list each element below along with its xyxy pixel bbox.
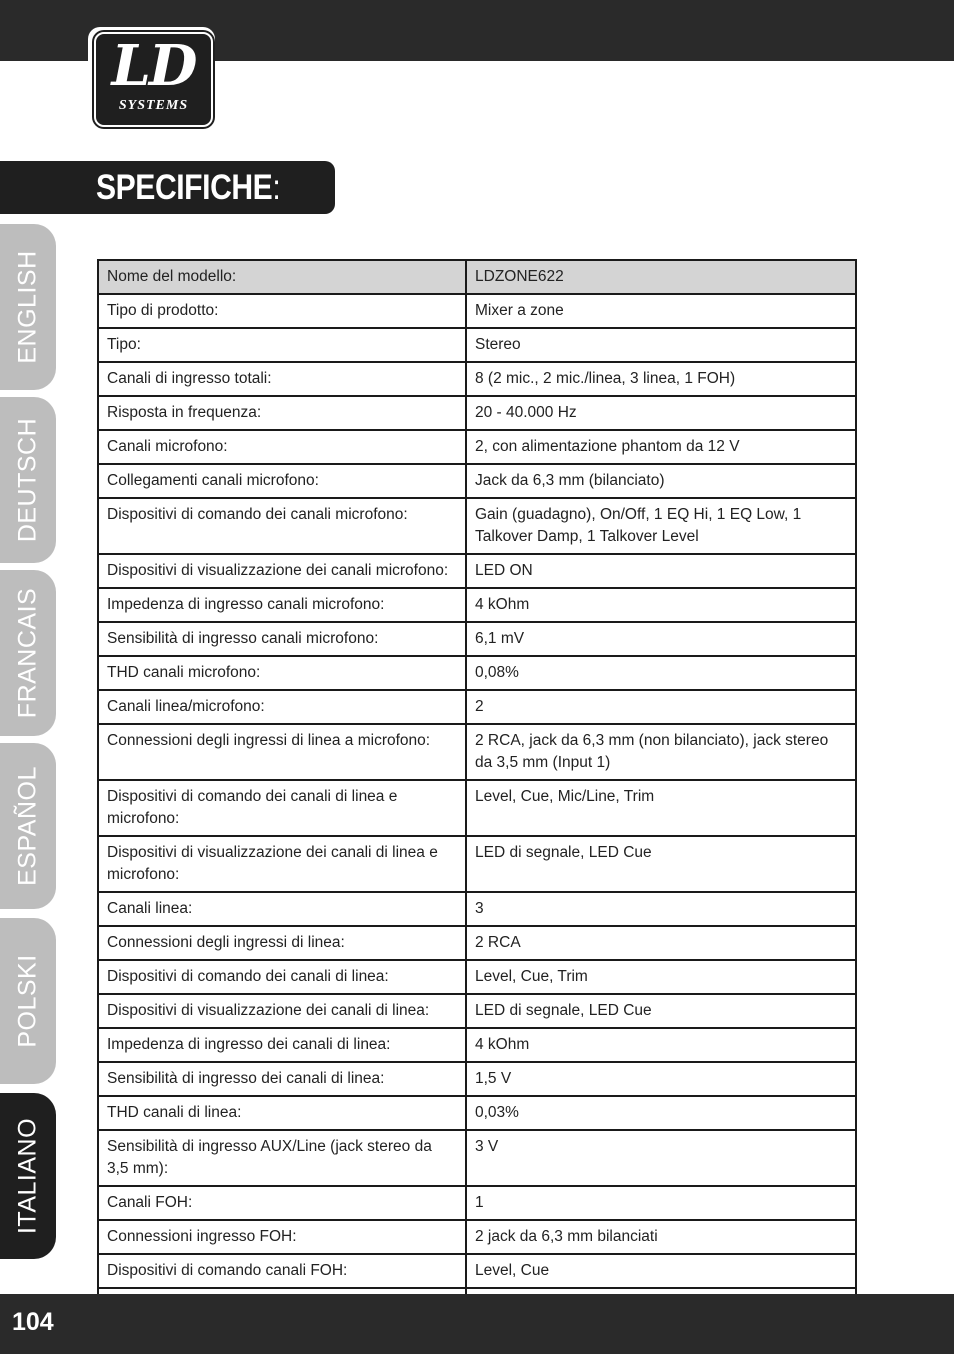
spec-value: Jack da 6,3 mm (bilanciato)	[466, 464, 856, 498]
tab-deutsch[interactable]	[0, 397, 56, 563]
spec-label: Sensibilità di ingresso AUX/Line (jack stereo da 3,5 mm):	[98, 1130, 466, 1186]
spec-label: Nome del modello:	[98, 260, 466, 294]
spec-label: Sensibilità di ingresso dei canali di linea:	[98, 1062, 466, 1096]
table-row	[98, 328, 856, 362]
tab-italiano[interactable]	[0, 1093, 56, 1259]
page-number: 104	[12, 1308, 54, 1336]
spec-label: Connessioni ingresso FOH:	[98, 1220, 466, 1254]
table-row	[98, 1062, 856, 1096]
title-text: SPECIFICHE	[96, 168, 273, 207]
spec-value: 20 - 40.000 Hz	[466, 396, 856, 430]
spec-value: 2 RCA	[466, 926, 856, 960]
table-row	[98, 656, 856, 690]
table-row	[98, 1254, 856, 1288]
page-title	[96, 168, 280, 208]
table-row	[98, 1186, 856, 1220]
spec-label: Dispositivi di comando dei canali microfono:	[98, 498, 466, 554]
table-row	[98, 260, 856, 294]
spec-label: Canali FOH:	[98, 1186, 466, 1220]
spec-label: Dispositivi di comando dei canali di linea e microfono:	[98, 780, 466, 836]
tab-label: ENGLISH	[13, 250, 42, 364]
spec-value: 2 RCA, jack da 6,3 mm (non bilanciato), jack stereo da 3,5 mm (Input 1)	[466, 724, 856, 780]
table-row	[98, 1096, 856, 1130]
table-row	[98, 554, 856, 588]
table-row	[98, 836, 856, 892]
table-row	[98, 294, 856, 328]
spec-value: LED di segnale, LED Cue	[466, 994, 856, 1028]
spec-label: Dispositivi di visualizzazione dei canali di linea:	[98, 994, 466, 1028]
spec-value: 2	[466, 690, 856, 724]
spec-label: Sensibilità di ingresso canali microfono:	[98, 622, 466, 656]
table-row	[98, 430, 856, 464]
spec-value: LED di segnale, LED Cue	[466, 836, 856, 892]
spec-table	[97, 259, 857, 1323]
logo-text: LD	[111, 33, 196, 99]
table-row	[98, 464, 856, 498]
table-row	[98, 362, 856, 396]
table-row	[98, 588, 856, 622]
table-row	[98, 780, 856, 836]
spec-label: Collegamenti canali microfono:	[98, 464, 466, 498]
tab-polski[interactable]	[0, 918, 56, 1084]
spec-label: Canali di ingresso totali:	[98, 362, 466, 396]
tab-francais[interactable]	[0, 570, 56, 736]
brand-logo	[88, 27, 215, 128]
tab-label: ESPAÑOL	[13, 766, 42, 886]
spec-value: 3	[466, 892, 856, 926]
spec-value: 2, con alimentazione phantom da 12 V	[466, 430, 856, 464]
spec-value: 2 jack da 6,3 mm bilanciati	[466, 1220, 856, 1254]
spec-value: 3 V	[466, 1130, 856, 1186]
logo-badge	[94, 32, 213, 127]
spec-label: Canali linea/microfono:	[98, 690, 466, 724]
spec-label: Dispositivi di visualizzazione dei canali microfono:	[98, 554, 466, 588]
spec-label: Tipo:	[98, 328, 466, 362]
spec-label: THD canali di linea:	[98, 1096, 466, 1130]
spec-value: Gain (guadagno), On/Off, 1 EQ Hi, 1 EQ Low, 1 Talkover Damp, 1 Talkover Level	[466, 498, 856, 554]
tab-espanol[interactable]	[0, 743, 56, 909]
spec-value: 0,03%	[466, 1096, 856, 1130]
spec-value: 6,1 mV	[466, 622, 856, 656]
spec-value: Mixer a zone	[466, 294, 856, 328]
tab-label: POLSKI	[13, 954, 42, 1048]
title-colon: :	[272, 168, 281, 207]
table-row	[98, 498, 856, 554]
table-row	[98, 892, 856, 926]
spec-label: Connessioni degli ingressi di linea:	[98, 926, 466, 960]
spec-value: 1	[466, 1186, 856, 1220]
tab-label: ITALIANO	[13, 1117, 42, 1235]
spec-value: LED ON	[466, 554, 856, 588]
spec-label: Dispositivi di visualizzazione dei canali di linea e microfono:	[98, 836, 466, 892]
spec-label: Risposta in frequenza:	[98, 396, 466, 430]
spec-value: Level, Cue, Mic/Line, Trim	[466, 780, 856, 836]
spec-label: Impedenza di ingresso canali microfono:	[98, 588, 466, 622]
spec-label: Tipo di prodotto:	[98, 294, 466, 328]
spec-label: Canali linea:	[98, 892, 466, 926]
spec-label: Connessioni degli ingressi di linea a microfono:	[98, 724, 466, 780]
spec-value: 8 (2 mic., 2 mic./linea, 3 linea, 1 FOH)	[466, 362, 856, 396]
spec-value: Stereo	[466, 328, 856, 362]
spec-value: 4 kOhm	[466, 1028, 856, 1062]
tab-english[interactable]	[0, 224, 56, 390]
tab-label: DEUTSCH	[13, 417, 42, 543]
spec-value: LDZONE622	[466, 260, 856, 294]
logo-subtext: SYSTEMS	[118, 98, 189, 113]
section-title-box	[0, 161, 335, 214]
table-row	[98, 1130, 856, 1186]
spec-value: 4 kOhm	[466, 588, 856, 622]
footer-bar	[0, 1294, 954, 1354]
spec-label: Dispositivi di comando dei canali di linea:	[98, 960, 466, 994]
table-row	[98, 690, 856, 724]
table-row	[98, 1028, 856, 1062]
spec-label: Canali microfono:	[98, 430, 466, 464]
table-row	[98, 926, 856, 960]
table-row	[98, 960, 856, 994]
spec-label: Impedenza di ingresso dei canali di linea:	[98, 1028, 466, 1062]
table-row	[98, 622, 856, 656]
table-row	[98, 396, 856, 430]
spec-label: THD canali microfono:	[98, 656, 466, 690]
spec-value: 0,08%	[466, 656, 856, 690]
spec-label: Dispositivi di comando canali FOH:	[98, 1254, 466, 1288]
table-row	[98, 724, 856, 780]
spec-value: 1,5 V	[466, 1062, 856, 1096]
tab-label: FRANCAIS	[13, 587, 42, 719]
table-row	[98, 994, 856, 1028]
spec-value: Level, Cue	[466, 1254, 856, 1288]
spec-value: Level, Cue, Trim	[466, 960, 856, 994]
table-row	[98, 1220, 856, 1254]
